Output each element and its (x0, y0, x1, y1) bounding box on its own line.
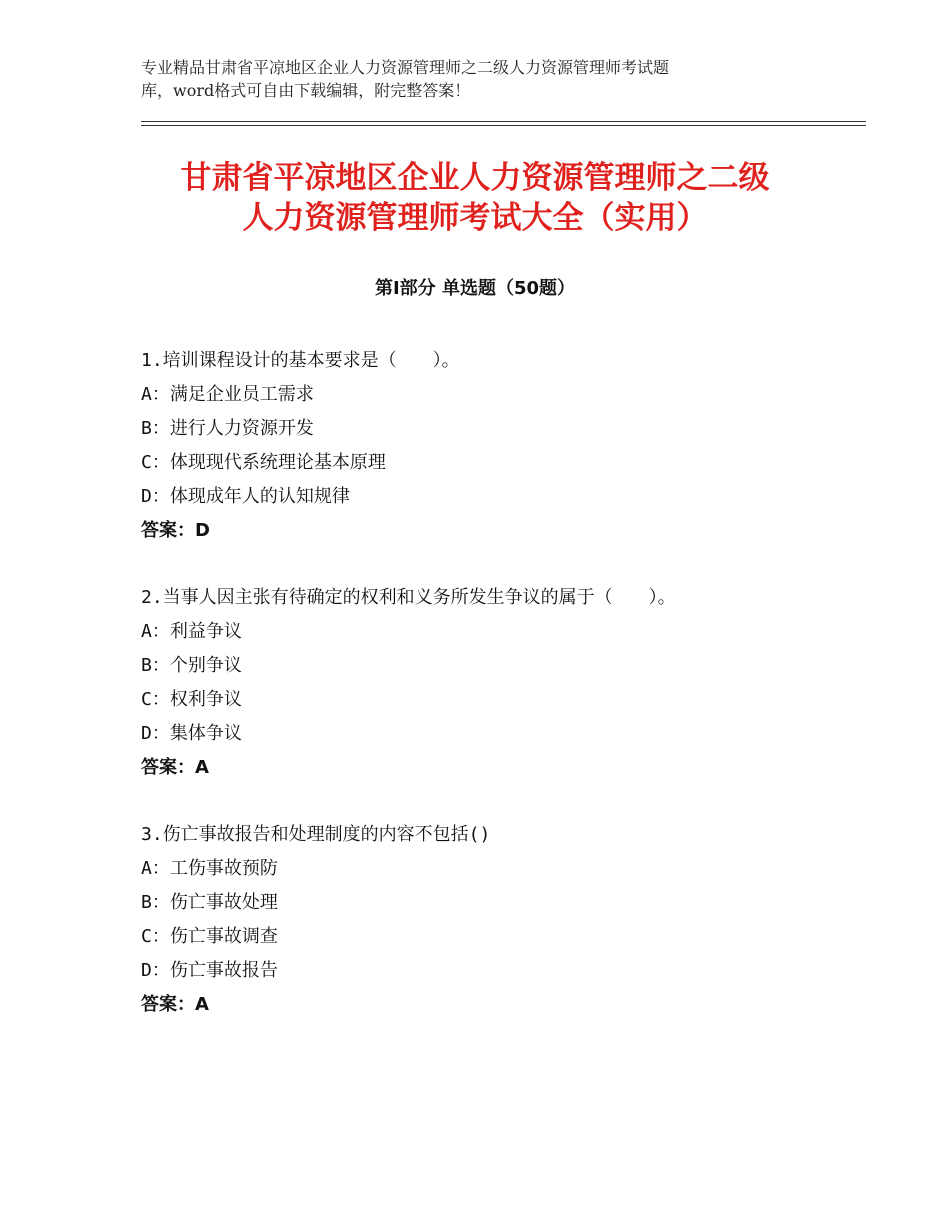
document-title (100, 158, 850, 238)
question-stem: 3.伤亡事故报告和处理制度的内容不包括() (141, 824, 491, 845)
document-header-note (141, 56, 781, 102)
option-a: A：满足企业员工需求 (141, 384, 314, 405)
option-c: C：权利争议 (141, 689, 242, 710)
section-heading: 第Ⅰ部分 单选题（50题） (374, 278, 575, 299)
header-divider-secondary (141, 125, 866, 126)
option-b: B：进行人力资源开发 (141, 418, 314, 439)
answer-label: 答案：A (141, 994, 209, 1015)
option-d: D：伤亡事故报告 (141, 960, 278, 981)
question-stem: 2.当事人因主张有待确定的权利和义务所发生争议的属于（ ）。 (141, 587, 676, 608)
header-divider (141, 121, 866, 122)
option-a: A：工伤事故预防 (141, 858, 278, 879)
answer-label: 答案：D (141, 520, 210, 541)
option-c: C：伤亡事故调查 (141, 926, 278, 947)
option-d: D：集体争议 (141, 723, 242, 744)
question-item (141, 581, 841, 785)
question-stem: 1.培训课程设计的基本要求是（ ）。 (141, 350, 460, 371)
header-note-line-2: 库，word格式可自由下载编辑，附完整答案！ (141, 81, 471, 100)
option-b: B：伤亡事故处理 (141, 892, 278, 913)
option-c: C：体现现代系统理论基本原理 (141, 452, 386, 473)
question-item (141, 818, 841, 1022)
question-list (141, 344, 841, 1055)
option-d: D：体现成年人的认知规律 (141, 486, 350, 507)
question-item (141, 344, 841, 548)
header-note-line-1: 专业精品甘肃省平凉地区企业人力资源管理师之二级人力资源管理师考试题 (141, 58, 670, 77)
document-title-line-1: 甘肃省平凉地区企业人力资源管理师之二级 (180, 160, 770, 196)
option-a: A：利益争议 (141, 621, 242, 642)
document-title-line-2: 人力资源管理师考试大全（实用） (242, 200, 708, 236)
option-b: B：个别争议 (141, 655, 242, 676)
answer-label: 答案：A (141, 757, 209, 778)
